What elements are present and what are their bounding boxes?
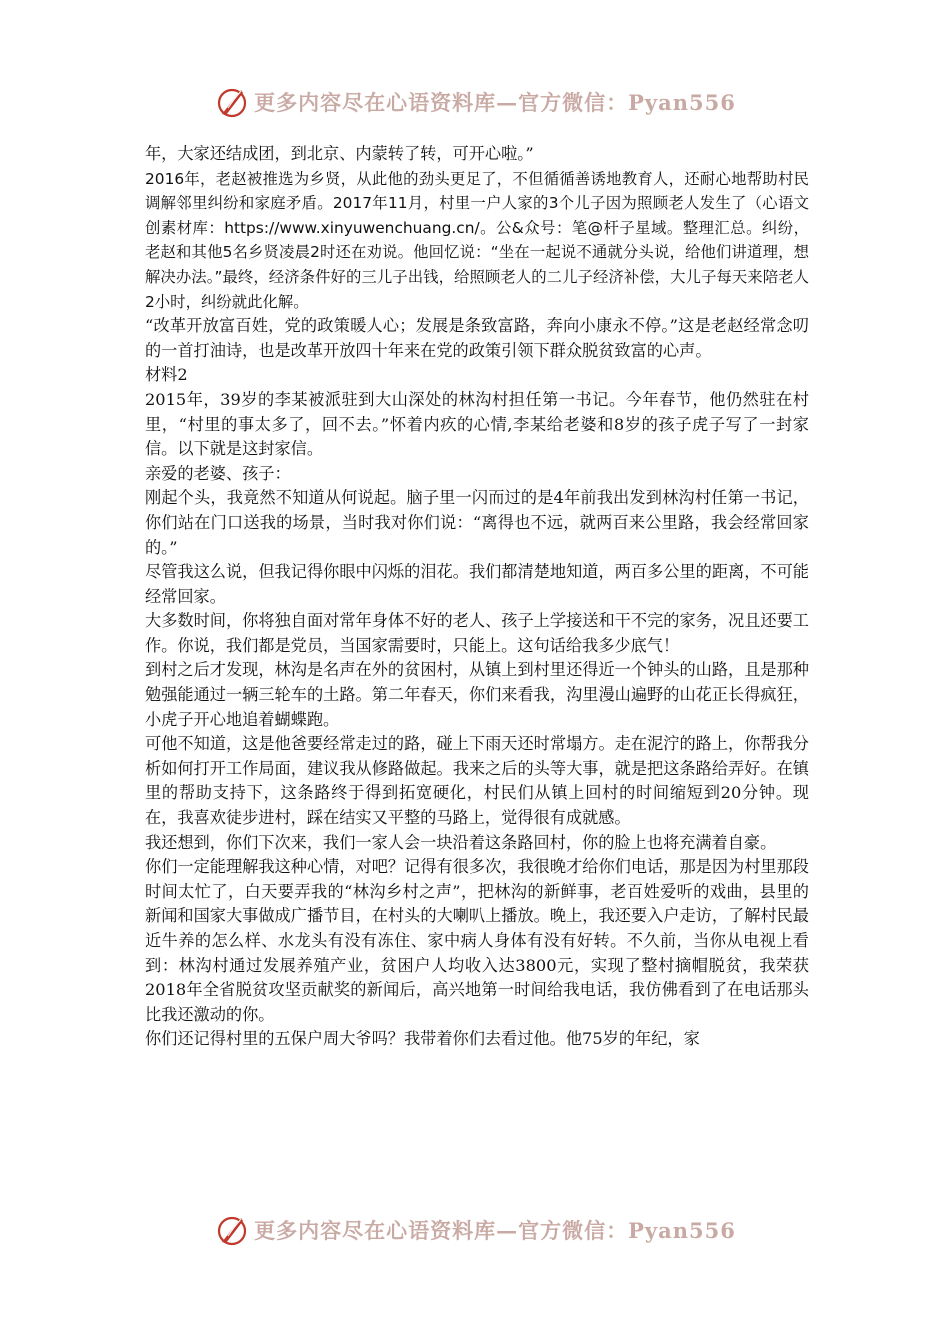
footer-banner-text: 更多内容尽在心语资料库—官方微信：Pyan556: [254, 1218, 736, 1243]
paragraph: 你们还记得村里的五保户周大爷吗？我带着你们去看过他。他75岁的年纪，家: [145, 1029, 700, 1049]
quill-logo-icon: [214, 1212, 250, 1248]
quill-logo-icon: [214, 84, 250, 120]
paragraph: 2015年，39岁的李某被派驻到大山深处的林沟村担任第一书记。今年春节，他仍然驻在村里，“村里的事太多了，回不去。”怀着内疚的心情,李某给老婆和8岁的孩子虎子写了一封家信。以下就是这封家信。: [145, 389, 809, 459]
section-heading: 材料2: [145, 365, 188, 385]
paragraph: 我还想到，你们下次来，我们一家人会一块沿着这条路回村，你的脸上也将充满着自豪。: [145, 832, 777, 852]
paragraph: 你们一定能理解我这种心情，对吧？记得有很多次，我很晚才给你们电话，那是因为村里那段时间太忙了，白天要弄我的“林沟乡村之声”，把林沟的新鲜事，老百姓爱听的戏曲，县里的新闻和国家大事做成广播节目，在村头的大喇叭上播放。晚上，我还要入户走访，了解村民最近牛养的怎么样、水龙头有没有冻住、家中病人身体有没有好转。不久前，当你从电视上看到：林沟村通过发展养殖产业，贫困户人均收入达3800元，实现了整村摘帽脱贫，我荣获2018年全省脱贫攻坚贡献奖的新闻后，高兴地第一时间给我电话，我仿佛看到了在电话那头比我还激动的你。: [145, 857, 809, 1024]
paragraph: 尽管我这么说，但我记得你眼中闪烁的泪花。我们都清楚地知道，两百多公里的距离，不可能经常回家。: [145, 562, 809, 606]
paragraph: 2016年，老赵被推选为乡贤，从此他的劲头更足了，不但循循善诱地教育人，还耐心地帮助村民调解邻里纠纷和家庭矛盾。2017年11月，村里一户人家的3个儿子因为照顾老人发生了（心语文创素材库：https://www.xinyuwenchuang.cn/。公&众号：笔@杆子星域。整理汇总。纠纷，老赵和其他5名乡贤凌晨2时还在劝说。他回忆说：“坐在一起说不通就分头说，给他们讲道理，想解决办法。”最终，经济条件好的三儿子出钱，给照顾老人的二儿子经济补偿，大儿子每天来陪老人2小时，纠纷就此化解。: [145, 169, 809, 311]
footer-banner: [0, 1210, 950, 1250]
letter-salutation: 亲爱的老婆、孩子：: [145, 463, 291, 483]
paragraph: “改革开放富百姓，党的政策暖人心；发展是条致富路，奔向小康永不停。”这是老赵经常念叨的一首打油诗，也是改革开放四十年来在党的政策引领下群众脱贫致富的心声。: [145, 316, 809, 360]
paragraph: 年，大家还结成团，到北京、内蒙转了转，可开心啦。”: [145, 144, 534, 163]
paragraph: 可他不知道，这是他爸要经常走过的路，碰上下雨天还时常塌方。走在泥泞的路上，你帮我分析如何打开工作局面，建议我从修路做起。我来之后的头等大事，就是把这条路给弄好。在镇里的帮助支持下，这条路终于得到拓宽硬化，村民们从镇上回村的时间缩短到20分钟。现在，我喜欢徒步进村，踩在结实又平整的马路上，觉得很有成就感。: [145, 734, 809, 828]
header-banner-text: 更多内容尽在心语资料库—官方微信：Pyan556: [254, 90, 736, 115]
document-body: [145, 142, 809, 1052]
paragraph: 刚起个头，我竟然不知道从何说起。脑子里一闪而过的是4年前我出发到林沟村任第一书记，你们站在门口送我的场景，当时我对你们说：“离得也不远，就两百来公里路，我会经常回家的。”: [145, 488, 809, 557]
paragraph: 到村之后才发现，林沟是名声在外的贫困村，从镇上到村里还得近一个钟头的山路，且是那种勉强能通过一辆三轮车的土路。第二年春天，你们来看我，沟里漫山遍野的山花正长得疯狂，小虎子开心地追着蝴蝶跑。: [145, 660, 809, 729]
header-banner: [0, 82, 950, 122]
paragraph: 大多数时间，你将独自面对常年身体不好的老人、孩子上学接送和干不完的家务，况且还要工作。你说，我们都是党员，当国家需要时，只能上。这句话给我多少底气！: [145, 611, 809, 655]
